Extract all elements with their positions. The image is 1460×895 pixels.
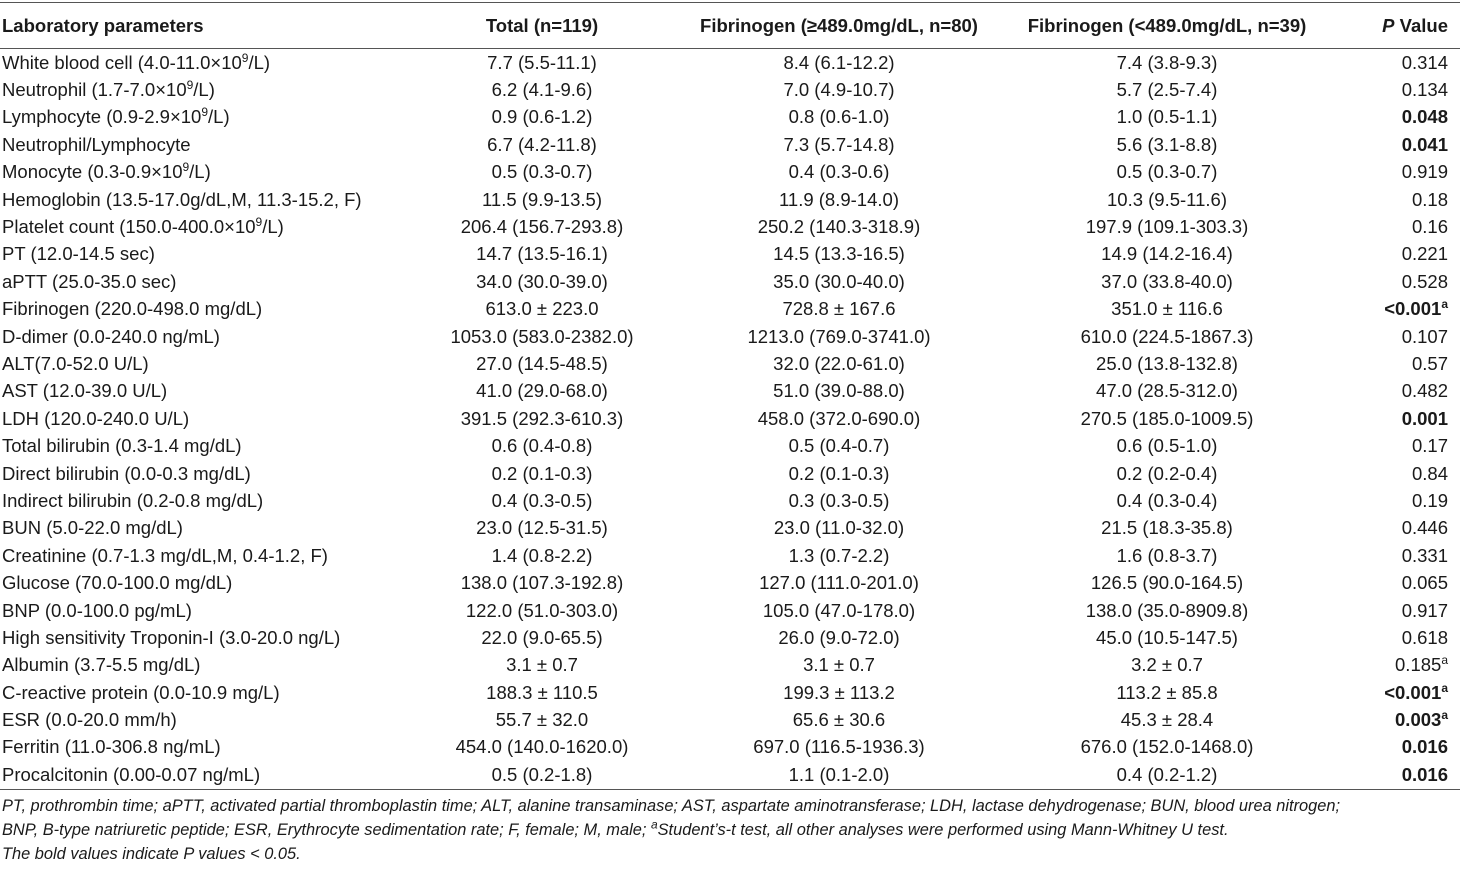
param-exponent: 9 [186,77,194,92]
param-text: Glucose (70.0-100.0 mg/dL) [2,572,233,594]
header-value-word: Value [1399,14,1448,36]
table-footnote [0,790,1460,866]
cell-parameter [0,679,412,706]
table-row [0,76,1460,103]
table-row [0,624,1460,651]
cell-total: 27.0 (14.5-48.5) [476,352,608,374]
cell-fibrinogen-high: 32.0 (22.0-61.0) [773,352,905,374]
cell-fibrinogen-low: 1.6 (0.8-3.7) [1116,544,1218,566]
cell-fibrinogen-low: 0.2 (0.2-0.4) [1116,462,1218,484]
cell-fibrinogen-high: 1.3 (0.7-2.2) [788,544,890,566]
cell-fibrinogen-high: 35.0 (30.0-40.0) [773,270,905,292]
cell-total: 206.4 (156.7-293.8) [460,216,624,238]
param-text: AST (12.0-39.0 U/L) [2,380,168,402]
cell-parameter [0,652,412,679]
cell-fibrinogen-high: 458.0 (372.0-690.0) [757,407,921,429]
cell-fibrinogen-high: 127.0 (111.0-201.0) [759,572,919,594]
cell-fibrinogen-low: 10.3 (9.5-11.6) [1107,188,1227,210]
table-row [0,542,1460,569]
table-row [0,241,1460,268]
header-p-value [1328,3,1460,49]
cell-fibrinogen-high: 23.0 (11.0-32.0) [773,517,905,539]
table-row [0,378,1460,405]
cell-fibrinogen-high: 1.1 (0.1-2.0) [672,761,1006,790]
cell-fibrinogen-low: 37.0 (33.8-40.0) [1101,270,1233,292]
cell-parameter [0,706,412,733]
cell-fibrinogen-high: 0.2 (0.1-0.3) [788,462,890,484]
cell-fibrinogen-low: 113.2 ± 85.8 [1116,681,1218,703]
param-text: Lymphocyte (0.9-2.9×10 [2,106,202,128]
param-text: aPTT (25.0-35.0 sec) [2,270,177,292]
param-text: Total bilirubin (0.3-1.4 mg/dL) [2,435,242,457]
cell-fibrinogen-high: 697.0 (116.5-1936.3) [753,736,925,758]
param-unit: /L) [193,79,215,101]
cell-fibrinogen-low: 138.0 (35.0-8909.8) [1085,599,1249,621]
cell-fibrinogen-high: 0.8 (0.6-1.0) [788,106,890,128]
cell-parameter [0,761,412,790]
cell-fibrinogen-low: 7.4 (3.8-9.3) [1116,51,1218,73]
cell-parameter [0,350,412,377]
param-text: ESR (0.0-20.0 mm/h) [2,709,177,731]
param-unit: /L) [208,106,230,128]
p-value-sup: a [1441,680,1448,695]
param-text: BUN (5.0-22.0 mg/dL) [2,517,183,539]
cell-p-value [1328,460,1460,487]
p-value-text: 0.134 [1401,79,1448,101]
cell-total: 0.5 (0.3-0.7) [491,161,593,183]
param-text: White blood cell (4.0-11.0×10 [2,51,242,73]
table-row [0,597,1460,624]
cell-parameter [0,76,412,103]
param-text: Direct bilirubin (0.0-0.3 mg/dL) [2,462,251,484]
cell-p-value [1328,734,1460,761]
cell-total: 0.5 (0.2-1.8) [412,761,672,790]
cell-p-value [1328,487,1460,514]
footnote-abbreviations-2 [2,818,1460,842]
cell-p-value [1328,186,1460,213]
p-value-text: 0.57 [1411,352,1448,374]
cell-total: 0.4 (0.3-0.5) [491,489,593,511]
p-value-text: 0.84 [1411,462,1448,484]
cell-total: 23.0 (12.5-31.5) [476,517,608,539]
cell-p-value [1328,652,1460,679]
cell-parameter [0,624,412,651]
cell-parameter [0,268,412,295]
cell-total: 138.0 (107.3-192.8) [460,572,624,594]
cell-p-value [1328,597,1460,624]
table-row [0,734,1460,761]
p-value-sup: a [1441,653,1448,668]
p-value-text: 0.016 [1401,736,1448,758]
p-value-text: 0.19 [1411,489,1448,511]
cell-total: 0.2 (0.1-0.3) [491,462,593,484]
cell-fibrinogen-high: 0.5 (0.4-0.7) [788,435,890,457]
cell-parameter [0,597,412,624]
cell-fibrinogen-low: 21.5 (18.3-35.8) [1101,517,1233,539]
cell-parameter [0,296,412,323]
cell-total: 188.3 ± 110.5 [486,681,598,703]
cell-p-value [1328,350,1460,377]
cell-fibrinogen-low: 676.0 (152.0-1468.0) [1080,736,1254,758]
cell-p-value [1328,323,1460,350]
cell-p-value [1328,432,1460,459]
cell-fibrinogen-low: 610.0 (224.5-1867.3) [1080,325,1254,347]
cell-fibrinogen-low: 0.5 (0.3-0.7) [1116,161,1218,183]
cell-total: 0.9 (0.6-1.2) [491,106,593,128]
cell-total: 7.7 (5.5-11.1) [487,51,597,73]
param-text: Albumin (3.7-5.5 mg/dL) [2,654,201,676]
table-row [0,515,1460,542]
header-p-italic: P [1382,14,1395,36]
cell-p-value [1328,405,1460,432]
table-row [0,159,1460,186]
cell-parameter [0,378,412,405]
table-row [0,405,1460,432]
cell-total: 1053.0 (583.0-2382.0) [450,325,634,347]
param-text: Neutrophil (1.7-7.0×10 [2,79,187,101]
cell-fibrinogen-low: 270.5 (185.0-1009.5) [1080,407,1254,429]
p-value-text: 0.065 [1401,572,1448,594]
header-fibrinogen-high: Fibrinogen (≥489.0mg/dL, n=80) [672,3,1006,49]
cell-parameter [0,542,412,569]
cell-fibrinogen-low: 5.7 (2.5-7.4) [1116,79,1218,101]
cell-fibrinogen-low: 5.6 (3.1-8.8) [1116,133,1218,155]
cell-p-value [1328,624,1460,651]
table-row [0,460,1460,487]
cell-fibrinogen-high: 8.4 (6.1-12.2) [783,51,895,73]
cell-fibrinogen-low: 3.2 ± 0.7 [1131,654,1203,676]
table-body [0,49,1460,790]
cell-parameter [0,323,412,350]
p-value-text: 0.314 [1401,51,1448,73]
cell-p-value [1328,76,1460,103]
footnote-line2-text: BNP, B-type natriuretic peptide; ESR, Erythrocyte sedimentation rate; F, female; M, male; [2,821,651,840]
p-value-text: 0.528 [1401,270,1448,292]
p-value-text: 0.048 [1401,106,1448,128]
cell-fibrinogen-low: 126.5 (90.0-164.5) [1090,572,1244,594]
cell-total: 55.7 ± 32.0 [495,709,589,731]
param-unit: /L) [189,161,211,183]
param-unit: /L) [248,51,271,73]
cell-total: 11.5 (9.9-13.5) [482,188,602,210]
table-row [0,49,1460,77]
cell-p-value [1328,706,1460,733]
param-text: Creatinine (0.7-1.3 mg/dL,M, 0.4-1.2, F) [2,544,328,566]
param-text: Hemoglobin (13.5-17.0g/dL,M, 11.3-15.2, F) [2,188,362,210]
cell-fibrinogen-low: 47.0 (28.5-312.0) [1096,380,1238,402]
cell-fibrinogen-high: 11.9 (8.9-14.0) [779,188,899,210]
p-value-text: 0.18 [1411,188,1448,210]
p-value-text: 0.917 [1401,599,1448,621]
cell-total: 3.1 ± 0.7 [506,654,578,676]
cell-parameter [0,460,412,487]
p-value-text: 0.17 [1411,435,1448,457]
cell-p-value [1328,515,1460,542]
param-text: Fibrinogen (220.0-498.0 mg/dL) [2,298,263,320]
table-row [0,652,1460,679]
p-value-sup: a [1441,297,1448,312]
cell-total: 6.7 (4.2-11.8) [487,133,597,155]
footnote-sup: a [650,817,658,832]
cell-p-value [1328,268,1460,295]
table-row [0,268,1460,295]
param-text: Neutrophil/Lymphocyte [2,133,191,155]
param-text: Procalcitonin (0.00-0.07 ng/mL) [2,764,261,786]
cell-total: 122.0 (51.0-303.0) [465,599,619,621]
footnote-abbreviations-1: PT, prothrombin time; aPTT, activated partial thromboplastin time; ALT, alanine transaminase; AST, aspartate aminotransferase; LDH, lactase dehydrogenase; BUN, blood urea nitrogen; [2,797,1341,816]
table-row [0,323,1460,350]
cell-total: 34.0 (30.0-39.0) [476,270,608,292]
cell-p-value [1328,569,1460,596]
cell-total: 454.0 (140.0-1620.0) [455,736,629,758]
cell-total: 6.2 (4.1-9.6) [491,79,593,101]
p-value-text: 0.003 [1395,709,1442,731]
cell-parameter [0,159,412,186]
param-text: ALT(7.0-52.0 U/L) [2,352,149,374]
param-text: LDH (120.0-240.0 U/L) [2,407,190,429]
cell-total: 14.7 (13.5-16.1) [476,243,608,265]
param-exponent: 9 [255,214,263,229]
p-value-text: 0.041 [1401,133,1448,155]
cell-fibrinogen-high: 3.1 ± 0.7 [803,654,875,676]
table-row [0,761,1460,790]
param-text: High sensitivity Troponin-I (3.0-20.0 ng/L) [2,626,341,648]
cell-p-value [1328,296,1460,323]
cell-parameter [0,487,412,514]
cell-p-value [1328,104,1460,131]
cell-parameter [0,405,412,432]
cell-fibrinogen-high: 199.3 ± 113.2 [783,681,895,703]
table-row [0,569,1460,596]
param-text: C-reactive protein (0.0-10.9 mg/L) [2,681,280,703]
cell-total: 1.4 (0.8-2.2) [491,544,593,566]
cell-parameter [0,186,412,213]
cell-parameter [0,734,412,761]
cell-parameter [0,569,412,596]
p-value-text: 0.919 [1401,161,1448,183]
cell-p-value [1328,679,1460,706]
param-exponent: 9 [201,105,209,120]
cell-fibrinogen-low: 351.0 ± 116.6 [1111,298,1223,320]
cell-fibrinogen-low: 45.3 ± 28.4 [1120,709,1214,731]
cell-fibrinogen-low: 0.4 (0.3-0.4) [1116,489,1218,511]
param-text: BNP (0.0-100.0 pg/mL) [2,599,192,621]
p-value-text: 0.016 [1401,764,1448,786]
p-value-text: <0.001 [1384,298,1442,320]
table-row [0,186,1460,213]
cell-fibrinogen-high: 14.5 (13.3-16.5) [773,243,905,265]
cell-fibrinogen-high: 51.0 (39.0-88.0) [773,380,905,402]
header-fibrinogen-low: Fibrinogen (<489.0mg/dL, n=39) [1006,3,1328,49]
cell-fibrinogen-high: 0.3 (0.3-0.5) [788,489,890,511]
cell-p-value [1328,241,1460,268]
p-value-text: 0.185 [1395,654,1442,676]
p-value-text: 0.001 [1401,407,1448,429]
cell-fibrinogen-low: 0.4 (0.2-1.2) [1006,761,1328,790]
cell-p-value [1328,159,1460,186]
cell-parameter [0,104,412,131]
cell-fibrinogen-low: 14.9 (14.2-16.4) [1101,243,1233,265]
param-exponent: 9 [182,160,190,175]
cell-fibrinogen-high: 7.0 (4.9-10.7) [783,79,895,101]
cell-total: 613.0 ± 223.0 [485,298,599,320]
cell-total: 41.0 (29.0-68.0) [476,380,608,402]
lab-parameters-table [0,2,1460,790]
cell-fibrinogen-high: 7.3 (5.7-14.8) [783,133,895,155]
param-text: Ferritin (11.0-306.8 ng/mL) [2,736,221,758]
table-row [0,131,1460,158]
table-row [0,679,1460,706]
param-text: Platelet count (150.0-400.0×10 [2,216,256,238]
cell-parameter [0,49,412,77]
p-value-text: 0.446 [1401,517,1448,539]
cell-p-value [1328,49,1460,77]
param-unit: /L) [262,216,284,238]
cell-p-value [1328,542,1460,569]
cell-fibrinogen-low: 0.6 (0.5-1.0) [1116,435,1218,457]
p-value-text: 0.618 [1401,626,1448,648]
table-row [0,432,1460,459]
cell-parameter [0,213,412,240]
footnote-line2-rest: Student’s-t test, all other analyses were performed using Mann-Whitney U test. [657,821,1229,840]
table-row [0,350,1460,377]
footnote-bold-note: The bold values indicate P values < 0.05. [2,845,301,864]
cell-p-value [1328,378,1460,405]
cell-parameter [0,515,412,542]
param-text: PT (12.0-14.5 sec) [2,243,155,265]
p-value-text: 0.16 [1411,216,1448,238]
cell-fibrinogen-high: 65.6 ± 30.6 [792,709,886,731]
cell-total: 391.5 (292.3-610.3) [460,407,624,429]
cell-parameter [0,432,412,459]
cell-total: 0.6 (0.4-0.8) [491,435,593,457]
table-row [0,487,1460,514]
table-header-row [0,3,1460,49]
header-parameters: Laboratory parameters [0,3,412,49]
cell-p-value [1328,131,1460,158]
header-total: Total (n=119) [412,3,672,49]
lab-parameters-table-figure [0,2,1460,895]
table-row [0,104,1460,131]
cell-parameter [0,241,412,268]
cell-fibrinogen-low: 197.9 (109.1-303.3) [1085,216,1249,238]
cell-p-value [1328,213,1460,240]
param-text: Indirect bilirubin (0.2-0.8 mg/dL) [2,489,264,511]
p-value-text: 0.107 [1401,325,1448,347]
p-value-text: 0.221 [1401,243,1448,265]
cell-parameter [0,131,412,158]
param-text: Monocyte (0.3-0.9×10 [2,161,183,183]
cell-fibrinogen-high: 0.4 (0.3-0.6) [788,161,890,183]
p-value-sup: a [1441,707,1448,722]
cell-fibrinogen-low: 25.0 (13.8-132.8) [1096,352,1238,374]
cell-p-value [1328,761,1460,790]
p-value-text: 0.482 [1401,380,1448,402]
p-value-text: 0.331 [1401,544,1448,566]
param-exponent: 9 [241,50,249,65]
cell-fibrinogen-high: 26.0 (9.0-72.0) [778,626,900,648]
cell-fibrinogen-high: 728.8 ± 167.6 [782,298,896,320]
cell-fibrinogen-high: 105.0 (47.0-178.0) [762,599,916,621]
cell-total: 22.0 (9.0-65.5) [481,626,603,648]
param-text: D-dimer (0.0-240.0 ng/mL) [2,325,220,347]
cell-fibrinogen-low: 45.0 (10.5-147.5) [1096,626,1238,648]
table-row [0,213,1460,240]
p-value-text: <0.001 [1384,681,1442,703]
cell-fibrinogen-high: 1213.0 (769.0-3741.0) [747,325,931,347]
cell-fibrinogen-low: 1.0 (0.5-1.1) [1116,106,1218,128]
table-row [0,296,1460,323]
cell-fibrinogen-high: 250.2 (140.3-318.9) [757,216,921,238]
table-row [0,706,1460,733]
